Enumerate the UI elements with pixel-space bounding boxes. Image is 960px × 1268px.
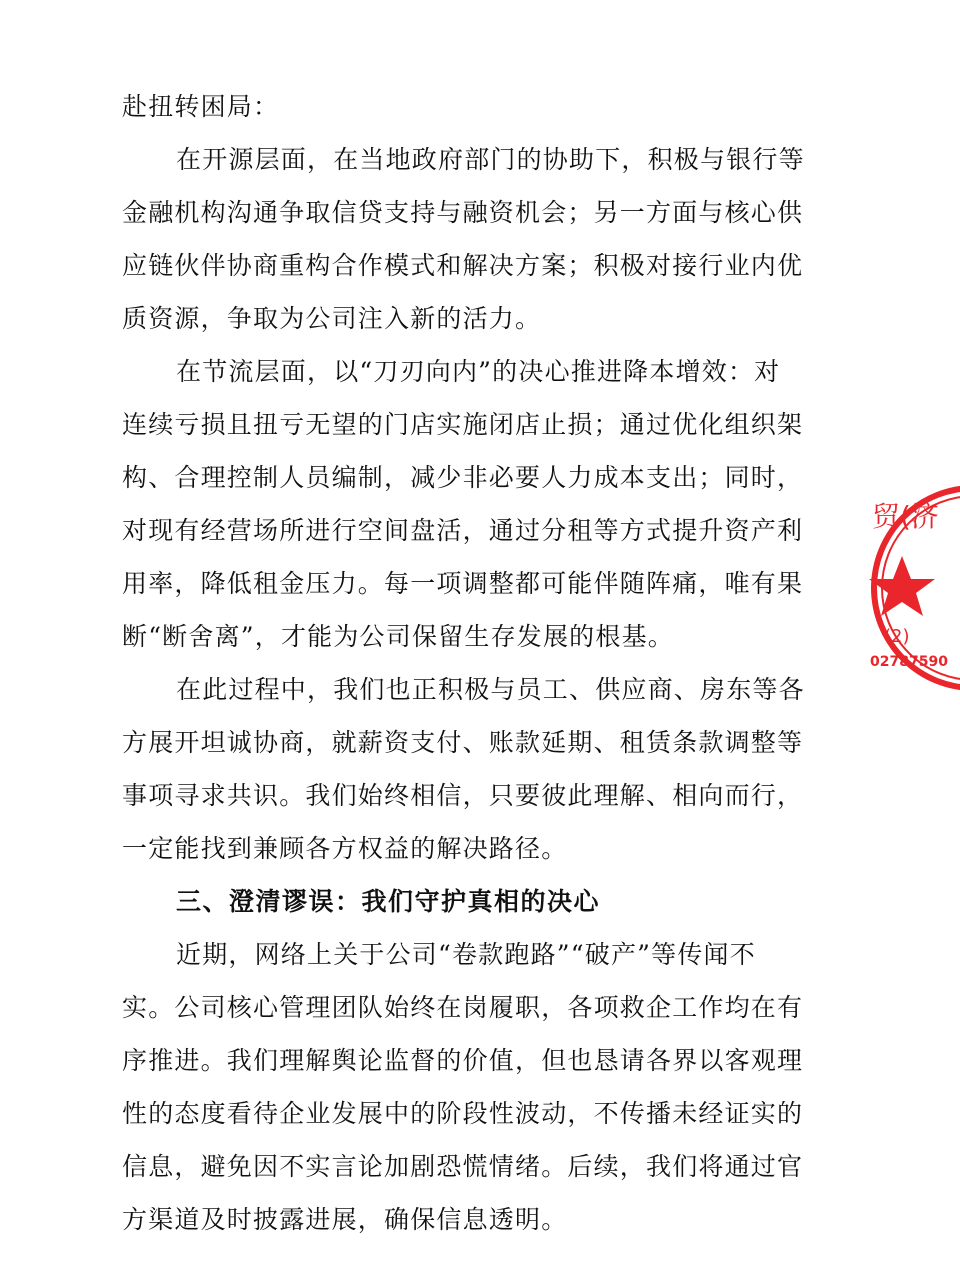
text-line: 在此过程中，我们也正积极与员工、供应商、房东等各 [176, 675, 805, 704]
text-line: 实。公司核心管理团队始终在岗履职，各项救企工作均在有 [122, 993, 804, 1022]
seal-top-text: 贸(济 [872, 500, 939, 533]
text-line: 信息，避免因不实言论加剧恐慌情绪。后续，我们将通过官 [122, 1152, 804, 1181]
text-line: 方展开坦诚协商，就薪资支付、账款延期、租赁条款调整等 [122, 728, 804, 757]
text-line: 质资源，争取为公司注入新的活力。 [122, 304, 542, 333]
document-body [122, 80, 812, 1246]
text-line: 金融机构沟通争取信贷支持与融资机会；另一方面与核心供 [122, 198, 804, 227]
text-line: 在开源层面，在当地政府部门的协助下，积极与银行等 [176, 145, 805, 174]
text-line: 连续亏损且扭亏无望的门店实施闭店止损；通过优化组织架 [122, 410, 804, 439]
text-line: 应链伙伴协商重构合作模式和解决方案；积极对接行业内优 [122, 251, 804, 280]
text-line: 对现有经营场所进行空间盘活，通过分租等方式提升资产利 [122, 516, 804, 545]
text-line: 在节流层面，以“刀刃向内”的决心推进降本增效：对 [176, 357, 781, 386]
text-line: 序推进。我们理解舆论监督的价值，但也恳请各界以客观理 [122, 1046, 804, 1075]
section-heading: 三、澄清谬误：我们守护真相的决心 [176, 887, 601, 916]
text-line: 赴扭转困局： [122, 92, 280, 121]
seal-middle-text: (2) [884, 626, 910, 647]
text-line: 性的态度看待企业发展中的阶段性波动，不传播未经证实的 [122, 1099, 804, 1128]
text-line: 方渠道及时披露进展，确保信息透明。 [122, 1205, 568, 1234]
text-line: 用率，降低租金压力。每一项调整都可能伴随阵痛，唯有果 [122, 569, 804, 598]
seal-bottom-text: 02787590 [870, 654, 948, 670]
text-line: 事项寻求共识。我们始终相信，只要彼此理解、相向而行， [122, 781, 804, 810]
text-line: 近期，网络上关于公司“卷款跑路”“破产”等传闻不 [176, 940, 756, 969]
text-line: 断“断舍离”，才能为公司保留生存发展的根基。 [122, 622, 674, 651]
company-seal [866, 476, 960, 700]
text-line: 一定能找到兼顾各方权益的解决路径。 [122, 834, 568, 863]
text-line: 构、合理控制人员编制，减少非必要人力成本支出；同时， [122, 463, 804, 492]
